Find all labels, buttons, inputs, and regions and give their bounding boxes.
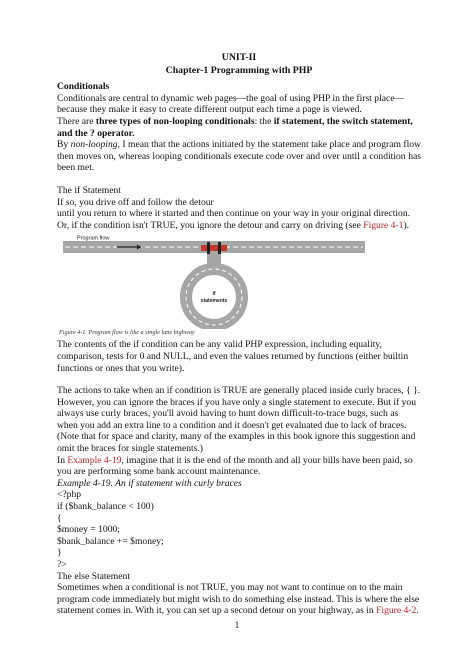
code-line: $bank_balance += $money; <box>57 535 164 547</box>
text-run: , imagine that it is the end of the month and all your bills have been paid, so you are performing some bank account maintenance. <box>57 454 413 478</box>
text-run: : the <box>254 115 274 127</box>
example-link[interactable]: Example 4-19 <box>67 454 122 466</box>
gate-post-right <box>218 242 221 254</box>
text-run: There are <box>57 115 96 127</box>
paragraph-intro: Conditionals are central to dynamic web pages—the goal of using PHP in the first place—because they make it easy to create different output each time a page is viewed. <box>57 92 405 116</box>
if-line-2: until you return to where it started and then continue on your way in your original direction. <box>57 208 411 220</box>
code-line: { <box>57 512 62 524</box>
paragraph-else <box>57 582 421 617</box>
bold-text: if statement, the switch statement, and the ? operator. <box>57 115 413 139</box>
program-flow-label: Program flow <box>77 235 110 242</box>
figure-link[interactable]: Figure 4-1 <box>363 219 404 231</box>
code-block <box>57 489 421 570</box>
page-number: 1 <box>234 620 240 630</box>
condition-gate <box>201 245 227 251</box>
text-run: Sometimes when a conditional is not TRUE, you may not want to continue on to the main program code immediately but might wish to do something else instead. This is where the else statement comes in. With it, you can set up a second detour on your highway, as in <box>57 582 420 617</box>
text-run: . <box>416 605 419 617</box>
if-line-3 <box>57 220 421 232</box>
code-line: } <box>57 547 62 559</box>
conditionals-heading: Conditionals <box>57 81 110 93</box>
example-caption: Example 4-19. An if statement with curly braces <box>57 477 242 489</box>
if-label: if <box>212 291 216 298</box>
code-line: ?> <box>57 559 67 570</box>
bold-text: three types of non-looping conditionals <box>95 115 255 127</box>
document-page <box>57 52 421 617</box>
program-flow-diagram <box>57 233 421 329</box>
paragraph-non-looping <box>57 139 421 174</box>
text-run: In <box>57 454 68 466</box>
figure-link[interactable]: Figure 4-2 <box>376 605 417 617</box>
paragraph-example-intro <box>57 455 421 478</box>
code-line: if ($bank_balance < 100) <box>57 501 154 513</box>
paragraph-condition-contents: The contents of the if condition can be any valid PHP expression, including equality, comparison, tests for 0 and NULL, and even the values returned by functions (either builtin functions or ones that you write). <box>57 339 409 374</box>
else-heading: The else Statement <box>57 570 130 582</box>
gate-post-left <box>207 242 210 254</box>
statements-label: statements <box>200 298 228 305</box>
if-heading: The if Statement <box>57 184 121 196</box>
figure-caption: Figure 4-1. Program flow is like a single lane highway <box>59 329 195 337</box>
code-line: $money = 1000; <box>57 524 120 536</box>
chapter-heading: Chapter-1 Programming with PHP <box>165 64 313 76</box>
text-run: , I mean that the actions initiated by the statement take place and program flow then moves on, whereas looping conditionals execute code over and over until a condition has been met. <box>57 139 421 174</box>
paragraph-types <box>57 116 421 139</box>
italic-text: non-looping <box>70 139 118 151</box>
text-run: By <box>57 139 71 151</box>
code-line: <?php <box>57 489 82 501</box>
text-run: Or, if the condition isn't TRUE, you ignore the detour and carry on driving (see <box>57 219 364 231</box>
text-run: ). <box>403 219 410 231</box>
unit-heading: UNIT-II <box>221 52 257 63</box>
figure-program-flow <box>57 233 421 329</box>
paragraph-curly-braces: The actions to take when an if condition is TRUE are generally placed inside curly braces, { }. However, you can ignore the braces if you have only a single statement to execute. But if you always use curly braces, you'll avoid having to hunt down difficult-to-trace bugs, such as when you add an extra line to a condition and it doesn't get evaluated due to lack of braces. (Note that for space and clarity, many of the examples in this book ignore this suggestion and omit the braces for single statements.) <box>57 385 421 455</box>
if-line-1: If so, you drive off and follow the detour <box>57 196 214 208</box>
